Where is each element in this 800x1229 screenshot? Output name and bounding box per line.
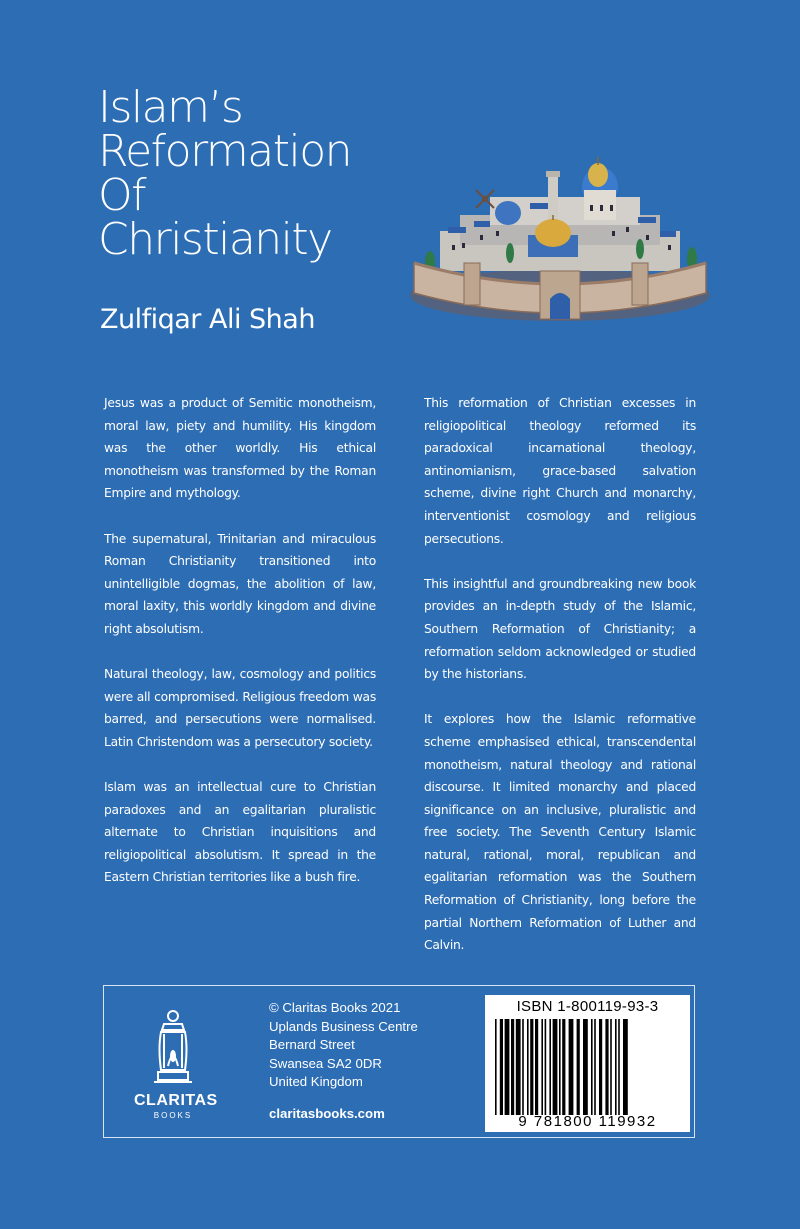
- author-name: Zulfiqar Ali Shah: [100, 304, 315, 335]
- barcode-bar: [545, 1019, 547, 1115]
- blurb-right-paragraph: This insightful and groundbreaking new book provides an in-depth study of the Islamic, Southern Reformation of Christianity; a reformation seldom acknowledged or studied by the historians.: [424, 576, 696, 682]
- barcode-bar: [623, 1019, 628, 1115]
- claritas-logo: [134, 1008, 218, 1123]
- title-line-1: Islam’s: [98, 82, 243, 133]
- title-line-3: Of: [98, 170, 146, 221]
- barcode-bar: [605, 1019, 608, 1115]
- logo-subtitle: BOOKS: [153, 1111, 193, 1120]
- isbn-label: ISBN 1-800119-93-3: [516, 998, 659, 1015]
- address-line: © Claritas Books 2021: [269, 1000, 401, 1015]
- barcode-bar: [583, 1019, 588, 1115]
- title-line-2: Reformation: [98, 126, 351, 177]
- barcode-bar: [615, 1019, 617, 1115]
- logo-wordmark: CLARITAS: [134, 1092, 218, 1109]
- address-line: United Kingdom: [269, 1074, 363, 1089]
- barcode-bar: [495, 1019, 497, 1115]
- barcode-bar: [541, 1019, 543, 1115]
- address-line: Swansea SA2 0DR: [269, 1055, 382, 1071]
- barcode-bar: [577, 1019, 580, 1115]
- barcode-bar: [535, 1019, 538, 1115]
- barcode-bar: [549, 1019, 551, 1115]
- blurb-left-paragraph: The supernatural, Trinitarian and miraculous Roman Christianity transitioned into unintelligible dogmas, the abolition of law, moral laxity, this worldly kingdom and divine right absolutism.: [104, 531, 376, 636]
- barcode-bar: [562, 1019, 565, 1115]
- barcode-bar: [559, 1019, 561, 1115]
- title-line-4: Christianity: [98, 214, 332, 265]
- barcode-bar: [516, 1019, 521, 1115]
- barcode-bar: [511, 1019, 514, 1115]
- barcode-bar: [553, 1019, 558, 1115]
- blurb-right-paragraph: It explores how the Islamic reformative scheme emphasised ethical, transcendental monotheism, natural theology and rational discourse. It limited monarchy and placed significance on an inclusive, pluralistic and free society. The Seventh Century Islamic natural, rational, moral, republican and egalitarian reformation was the Southern Reformation of Christianity, long before the partial Northern Reformation of Luther and Calvin.: [424, 712, 696, 953]
- barcode-bar: [618, 1019, 620, 1115]
- lantern-icon: [134, 1008, 212, 1090]
- barcode-bar: [599, 1019, 602, 1115]
- barcode-bar: [505, 1019, 510, 1115]
- blurb-right-paragraph: This reformation of Christian excesses in religiopolitical theology reformed its paradoxical incarnational theology, antinomianism, grace-based salvation scheme, divine right Church and monarchy, interventionist cosmology and religious persecutions.: [424, 396, 696, 546]
- barcode-bar: [594, 1019, 596, 1115]
- blurb-left-column: [104, 392, 376, 912]
- barcode-bar: [591, 1019, 593, 1115]
- barcode-bars: [495, 1019, 683, 1115]
- publisher-website[interactable]: claritasbooks.com: [269, 1106, 385, 1121]
- barcode-bar: [527, 1019, 529, 1115]
- barcode-bar: [530, 1019, 533, 1115]
- barcode-bar: [500, 1019, 503, 1115]
- blurb-left-paragraph: Jesus was a product of Semitic monotheism, moral law, piety and humility. His kingdom was the other worldly. His ethical monotheism was transformed by the Roman Empire and mythology.: [104, 396, 376, 501]
- barcode-bar: [522, 1019, 524, 1115]
- barcode-bar: [610, 1019, 612, 1115]
- publisher-footer: [103, 985, 695, 1138]
- barcode-bar: [569, 1019, 574, 1115]
- isbn-barcode: [485, 995, 690, 1132]
- blurb-right-column: [424, 392, 696, 979]
- book-title: [98, 82, 398, 265]
- city-illustration: [400, 135, 720, 335]
- blurb-left-paragraph: Natural theology, law, cosmology and politics were all compromised. Religious freedom was barred, and persecutions were normalised. Latin Christendom was a persecutory society.: [104, 667, 376, 749]
- publisher-address: [269, 999, 418, 1092]
- address-line: Bernard Street: [269, 1037, 355, 1052]
- address-line: Uplands Business Centre: [269, 1018, 418, 1034]
- ean-digits: 9 781800 119932: [518, 1113, 657, 1130]
- blurb-left-paragraph: Islam was an intellectual cure to Christian paradoxes and an egalitarian pluralistic alternate to Christian inquisitions and religiopolitical absolutism. It spread in the Eastern Christian territories like a bush fire.: [104, 780, 376, 885]
